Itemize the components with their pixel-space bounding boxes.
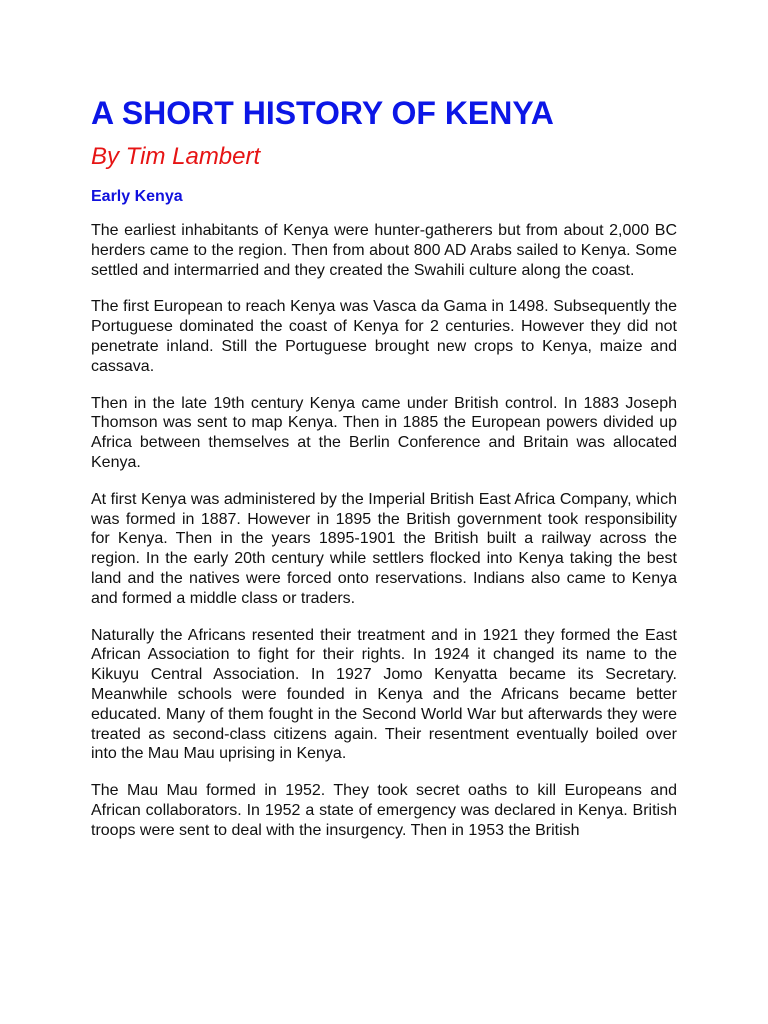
document-title: A SHORT HISTORY OF KENYA [91,95,554,131]
body-paragraph: At first Kenya was administered by the Imperial British East Africa Company, which was formed in 1887. However in 1895 the British government took responsibility for Kenya. Then in the years 1895-1901 the British built a railway across the region. In the early 20th century while settlers flocked into Kenya taking the best land and the natives were forced onto reservations. Indians also came to Kenya and formed a middle class or traders. [91,490,677,607]
document-author: By Tim Lambert [91,143,261,170]
body-paragraph: Naturally the Africans resented their treatment and in 1921 they formed the East African Association to fight for their rights. In 1924 it changed its name to the Kikuyu Central Association. In 1927 Jomo Kenyatta became its Secretary. Meanwhile schools were founded in Kenya and the Africans became better educated. Many of them fought in the Second World War but afterwards they were treated as second-class citizens again. Their resentment eventually boiled over into the Mau Mau uprising in Kenya. [91,626,677,763]
body-paragraph: The first European to reach Kenya was Vasca da Gama in 1498. Subsequently the Portuguese dominated the coast of Kenya for 2 centuries. However they did not penetrate inland. Still the Portuguese brought new crops to Kenya, maize and cassava. [91,298,677,375]
body-paragraph: The Mau Mau formed in 1952. They took secret oaths to kill Europeans and African collaborators. In 1952 a state of emergency was declared in Kenya. British troops were sent to deal with the insurgency. Then in 1953 the British [91,782,677,839]
document-page [91,91,677,841]
section-heading: Early Kenya [91,188,183,205]
body-paragraph: Then in the late 19th century Kenya came under British control. In 1883 Joseph Thomson was sent to map Kenya. Then in 1885 the European powers divided up Africa between themselves at the Berlin Conference and Britain was allocated Kenya. [91,394,677,471]
body-paragraph: The earliest inhabitants of Kenya were hunter-gatherers but from about 2,000 BC herders came to the region. Then from about 800 AD Arabs sailed to Kenya. Some settled and intermarried and they created the Swahili culture along the coast. [91,222,677,279]
